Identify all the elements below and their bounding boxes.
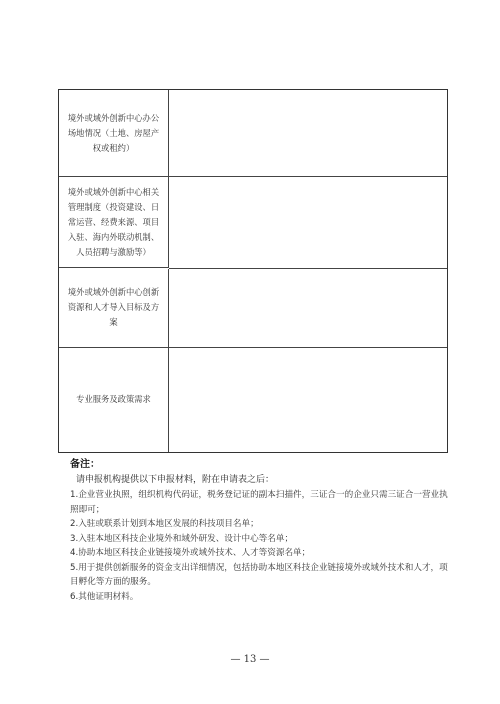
note-item: 6.其他证明材料。 [70, 591, 139, 602]
row-label: 专业服务及政策需求 [59, 348, 169, 452]
notes-title: 备注： [70, 459, 100, 470]
notes-intro: 请申报机构提供以下申报材料，附在申请表之后： [76, 475, 275, 485]
note-item: 3.入驻本地区科技企业境外和域外研发、设计中心等名单； [70, 533, 294, 544]
page-number: — 13 — [230, 654, 270, 665]
row-value-cell [169, 90, 447, 177]
row-value-cell [169, 269, 447, 348]
note-item: 2.入驻或联系计划到本地区发展的科技项目名单； [70, 519, 259, 529]
row-value-cell [169, 348, 447, 452]
row-value-cell [169, 177, 447, 268]
notes-section [70, 455, 450, 604]
row-label: 境外或域外创新中心创新资源和人才导入目标及方案 [59, 269, 169, 348]
note-item: 1.企业营业执照，组织机构代码证，税务登记证的副本扫描件，三证合一的企业只需三证合一营业执照即可； [70, 490, 448, 515]
note-item: 4.协助本地区科技企业链接境外或域外技术、人才等资源名单； [70, 548, 311, 558]
row-label: 境外或域外创新中心相关管理制度（投资建设、日常运营、经费来源、项目入驻、海内外联动机制、人员招聘与激励等） [59, 177, 169, 268]
row-label: 境外或域外创新中心办公场地情况（土地、房屋产权或租约） [59, 90, 169, 177]
note-item: 5.用于提供创新服务的资金支出详细情况，包括协助本地区科技企业链接境外或域外技术和人才，项目孵化等方面的服务。 [70, 562, 448, 587]
application-form-table [58, 89, 448, 453]
